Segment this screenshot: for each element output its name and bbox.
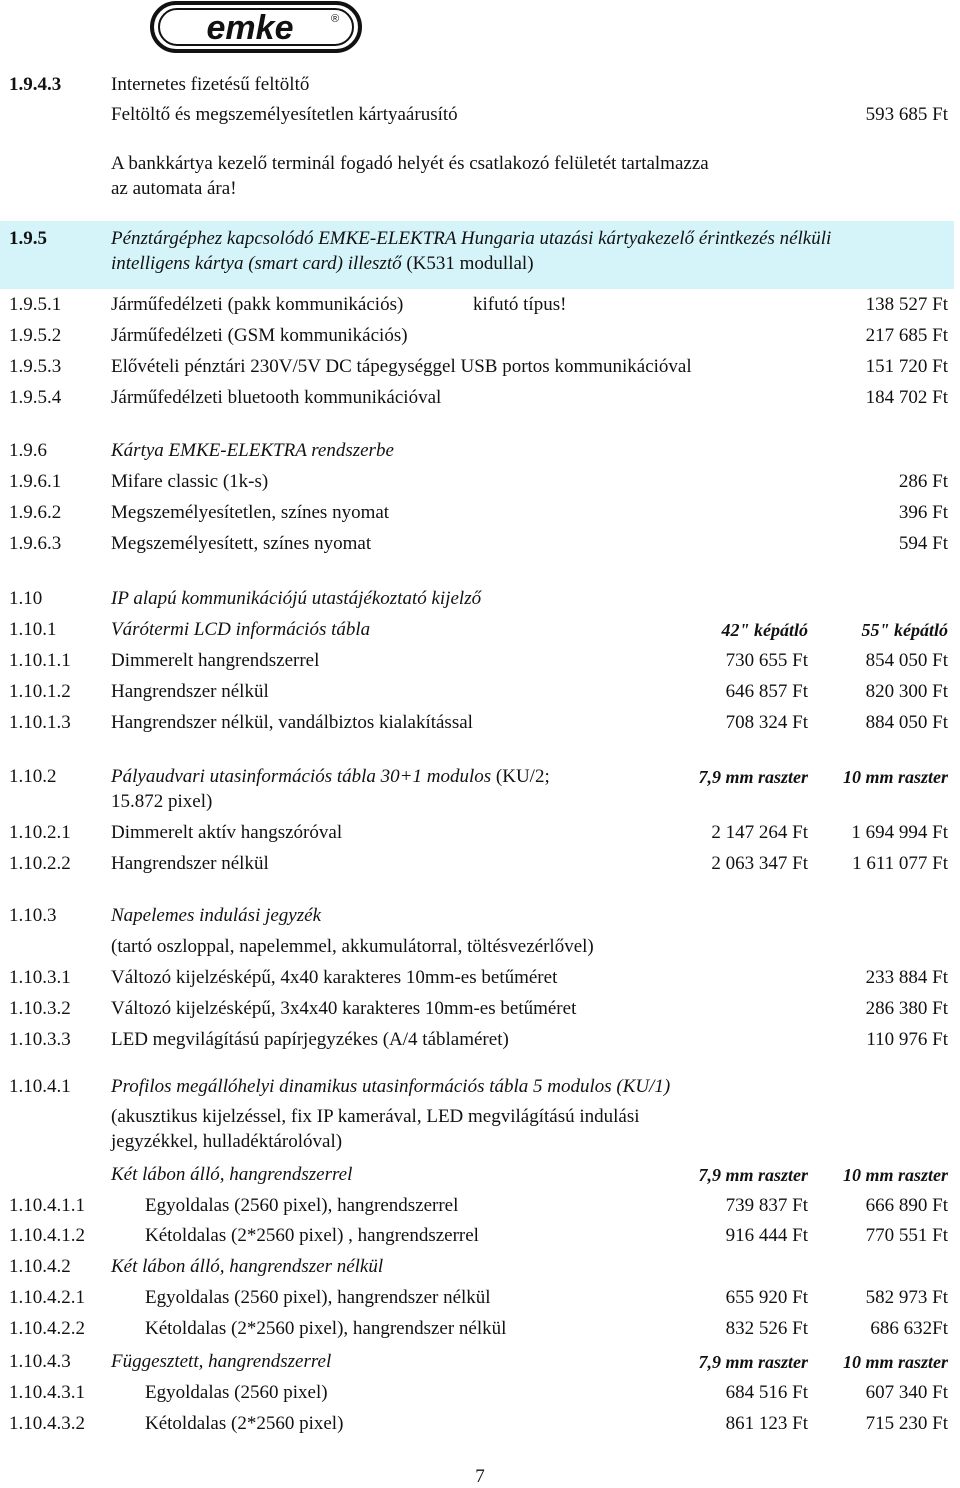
item-number: 1.10.4.2.1 <box>9 1287 85 1308</box>
item-price: 708 324 Ft <box>725 712 808 733</box>
list-item <box>0 819 960 847</box>
item-desc: Változó kijelzésképű, 4x40 karakteres 10mm-es betűméret <box>111 967 558 988</box>
item-number: 1.10.4.3.1 <box>9 1382 85 1403</box>
item-price: 820 300 Ft <box>865 681 948 702</box>
list-item <box>0 1410 960 1438</box>
section-11043-heading <box>0 1348 960 1376</box>
emke-logo <box>150 0 362 54</box>
item-desc: Dimmerelt hangrendszerrel <box>111 650 320 671</box>
section-number: 1.10.2 <box>9 766 57 787</box>
list-item <box>0 353 960 381</box>
list-item <box>0 291 960 319</box>
item-price: 666 890 Ft <box>865 1195 948 1216</box>
list-item <box>0 1222 960 1250</box>
item-number: 1.9.5.4 <box>9 387 62 408</box>
item-number: 1.10.4.2.2 <box>9 1318 85 1339</box>
column-header: 55" képátló <box>861 620 948 640</box>
section-1102-heading <box>0 763 960 791</box>
item-number: 1.9.5.1 <box>9 294 62 315</box>
section-title <box>111 763 550 791</box>
item-price: 396 Ft <box>898 502 948 523</box>
section-196-heading <box>0 437 960 465</box>
list-item <box>0 1379 960 1407</box>
column-header: 7,9 mm raszter <box>698 767 808 787</box>
item-price: 2 063 347 Ft <box>711 853 808 874</box>
item-price: 1 694 994 Ft <box>851 822 948 843</box>
item-price: 884 050 Ft <box>865 712 948 733</box>
item-price: 217 685 Ft <box>865 325 948 346</box>
list-item <box>0 850 960 878</box>
item-price: 286 Ft <box>898 471 948 492</box>
section-title: Várótermi LCD információs tábla <box>111 619 371 640</box>
section-number: 1.9.4.3 <box>9 74 62 95</box>
item-desc: Kétoldalas (2*2560 pixel) , hangrendszerrel <box>145 1225 479 1246</box>
section-title: Pénztárgéphez kapcsolódó EMKE-ELEKTRA Hungaria utazási kártyakezelő érintkezés nélküli <box>111 228 832 249</box>
item-price: 861 123 Ft <box>725 1413 808 1434</box>
item-price: 607 340 Ft <box>865 1382 948 1403</box>
item-price: 286 380 Ft <box>865 998 948 1019</box>
item-number: 1.10.2.2 <box>9 853 71 874</box>
section-subtitle <box>0 933 960 961</box>
list-item <box>0 1026 960 1054</box>
item-desc: Elővételi pénztári 230V/5V DC tápegységgel USB portos kommunikációval <box>111 356 692 377</box>
section-title: Profilos megállóhelyi dinamikus utasinformációs tábla 5 modulos (KU/1) <box>111 1076 671 1097</box>
section-11042-heading <box>0 1253 960 1281</box>
item-desc: Egyoldalas (2560 pixel), hangrendszer nélkül <box>145 1287 491 1308</box>
item-price: 110 976 Ft <box>866 1029 948 1050</box>
column-header: 10 mm raszter <box>842 1165 948 1185</box>
item-price: 138 527 Ft <box>865 294 948 315</box>
section-1102-heading-cont <box>0 788 960 816</box>
item-price: 233 884 Ft <box>865 967 948 988</box>
list-item <box>0 1192 960 1220</box>
note-line: az automata ára! <box>111 178 237 199</box>
column-header: 10 mm raszter <box>842 767 948 787</box>
column-header: 10 mm raszter <box>842 1352 948 1372</box>
item-price: 684 516 Ft <box>725 1382 808 1403</box>
item-price: 715 230 Ft <box>865 1413 948 1434</box>
list-item <box>0 995 960 1023</box>
item-price: 916 444 Ft <box>725 1225 808 1246</box>
item-desc: Hangrendszer nélkül <box>111 681 269 702</box>
item-desc: LED megvilágítású papírjegyzékes (A/4 táblaméret) <box>111 1029 509 1050</box>
title-plain: (K531 modullal) <box>401 253 534 274</box>
item-price: 832 526 Ft <box>725 1318 808 1339</box>
item-price: 151 720 Ft <box>865 356 948 377</box>
group-title: Két lábon álló, hangrendszerrel <box>111 1164 353 1185</box>
list-item <box>0 499 960 527</box>
list-item <box>0 468 960 496</box>
item-price: 770 551 Ft <box>865 1225 948 1246</box>
section-number: 1.10.4.2 <box>9 1256 71 1277</box>
list-item <box>0 384 960 412</box>
item-number: 1.10.4.3.2 <box>9 1413 85 1434</box>
item-price: 582 973 Ft <box>865 1287 948 1308</box>
item-desc: Egyoldalas (2560 pixel) <box>145 1382 328 1403</box>
item-number: 1.9.5.3 <box>9 356 62 377</box>
item-price: 655 920 Ft <box>725 1287 808 1308</box>
item-desc: Hangrendszer nélkül <box>111 853 269 874</box>
column-header: 7,9 mm raszter <box>698 1165 808 1185</box>
item-number: 1.9.6.3 <box>9 533 62 554</box>
title-italic: Pályaudvari utasinformációs tábla 30+1 modulos <box>111 766 492 787</box>
group-heading <box>0 1161 960 1189</box>
subtitle-line: (akusztikus kijelzéssel, fix IP kamerával, LED megvilágítású indulási <box>111 1106 640 1127</box>
section-195-heading-cont <box>0 250 960 278</box>
section-number: 1.10 <box>9 588 43 609</box>
list-item <box>0 964 960 992</box>
list-item <box>0 709 960 737</box>
item-desc: Járműfedélzeti (pakk kommunikációs) <box>111 294 404 315</box>
section-110-heading <box>0 585 960 613</box>
item-price: 2 147 264 Ft <box>711 822 808 843</box>
item-desc: Változó kijelzésképű, 3x4x40 karakteres 10mm-es betűméret <box>111 998 577 1019</box>
page-number: 7 <box>475 1466 485 1487</box>
item-price: 593 685 Ft <box>865 104 948 125</box>
item-desc: Dimmerelt aktív hangszóróval <box>111 822 343 843</box>
section-title: Internetes fizetésű feltöltő <box>111 74 310 95</box>
item-price: 594 Ft <box>898 533 948 554</box>
item-desc: Megszemélyesített, színes nyomat <box>111 533 372 554</box>
item-number: 1.10.1.2 <box>9 681 71 702</box>
item-desc: Feltöltő és megszemélyesítetlen kártyaárusító <box>111 104 458 125</box>
section-title-cont <box>111 250 534 278</box>
item-desc: Kétoldalas (2*2560 pixel), hangrendszer nélkül <box>145 1318 507 1339</box>
list-item <box>0 1315 960 1343</box>
item-desc: Kétoldalas (2*2560 pixel) <box>145 1413 344 1434</box>
item-number: 1.9.6.1 <box>9 471 62 492</box>
note-line: A bankkártya kezelő terminál fogadó helyét és csatlakozó felületét tartalmazza <box>111 153 709 174</box>
item-number: 1.10.4.1.1 <box>9 1195 85 1216</box>
item-desc: Megszemélyesítetlen, színes nyomat <box>111 502 390 523</box>
list-item <box>0 678 960 706</box>
list-item <box>0 1284 960 1312</box>
title-plain: (KU/2; <box>491 766 550 787</box>
item-desc: Járműfedélzeti bluetooth kommunikációval <box>111 387 442 408</box>
title-italic: intelligens kártya (smart card) illesztő <box>111 253 402 274</box>
note <box>111 151 709 201</box>
item-note: kifutó típus! <box>473 294 567 315</box>
item-price: 1 611 077 Ft <box>852 853 948 874</box>
item-desc: Egyoldalas (2560 pixel), hangrendszerrel <box>145 1195 459 1216</box>
section-title: Függesztett, hangrendszerrel <box>111 1351 332 1372</box>
item-number: 1.10.2.1 <box>9 822 71 843</box>
section-subtitle-text: (tartó oszloppal, napelemmel, akkumulátorral, töltésvezérlővel) <box>111 936 594 957</box>
section-11041-heading <box>0 1073 960 1101</box>
item-number: 1.10.3.3 <box>9 1029 71 1050</box>
section-1101-heading <box>0 616 960 644</box>
column-header: 42" képátló <box>721 620 808 640</box>
column-header: 7,9 mm raszter <box>698 1352 808 1372</box>
list-item <box>0 530 960 558</box>
item-desc: Hangrendszer nélkül, vandálbiztos kialakítással <box>111 712 473 733</box>
item-number: 1.10.1.1 <box>9 650 71 671</box>
list-item <box>0 647 960 675</box>
item-price: 739 837 Ft <box>725 1195 808 1216</box>
logo-text: emke <box>206 9 294 47</box>
section-195-heading <box>0 225 960 253</box>
section-number: 1.9.5 <box>9 228 47 249</box>
list-item <box>0 322 960 350</box>
section-number: 1.10.4.1 <box>9 1076 71 1097</box>
section-1103-heading <box>0 902 960 930</box>
section-title-cont: 15.872 pixel) <box>111 791 213 812</box>
section-subtitle <box>111 1104 640 1154</box>
registered-mark: ® <box>331 13 340 25</box>
item-number: 1.10.3.2 <box>9 998 71 1019</box>
item-price: 646 857 Ft <box>725 681 808 702</box>
section-number: 1.10.4.3 <box>9 1351 71 1372</box>
item-number: 1.9.5.2 <box>9 325 62 346</box>
item-number: 1.10.3.1 <box>9 967 71 988</box>
section-title: Két lábon álló, hangrendszer nélkül <box>111 1256 384 1277</box>
section-number: 1.10.3 <box>9 905 57 926</box>
item-number: 1.10.4.1.2 <box>9 1225 85 1246</box>
price-row <box>0 101 960 129</box>
section-title: IP alapú kommunikációjú utastájékoztató kijelző <box>111 588 482 609</box>
item-desc: Járműfedélzeti (GSM kommunikációs) <box>111 325 408 346</box>
item-number: 1.10.1.3 <box>9 712 71 733</box>
item-desc: Mifare classic (1k-s) <box>111 471 269 492</box>
section-number: 1.9.6 <box>9 440 47 461</box>
section-1943-heading <box>0 71 960 99</box>
section-number: 1.10.1 <box>9 619 57 640</box>
subtitle-line: jegyzékkel, hulladéktárolóval) <box>111 1131 343 1152</box>
section-title: Kártya EMKE-ELEKTRA rendszerbe <box>111 440 394 461</box>
item-price: 184 702 Ft <box>865 387 948 408</box>
item-price: 686 632Ft <box>870 1318 948 1339</box>
item-price: 854 050 Ft <box>865 650 948 671</box>
item-price: 730 655 Ft <box>725 650 808 671</box>
section-title: Napelemes indulási jegyzék <box>111 905 322 926</box>
item-number: 1.9.6.2 <box>9 502 62 523</box>
